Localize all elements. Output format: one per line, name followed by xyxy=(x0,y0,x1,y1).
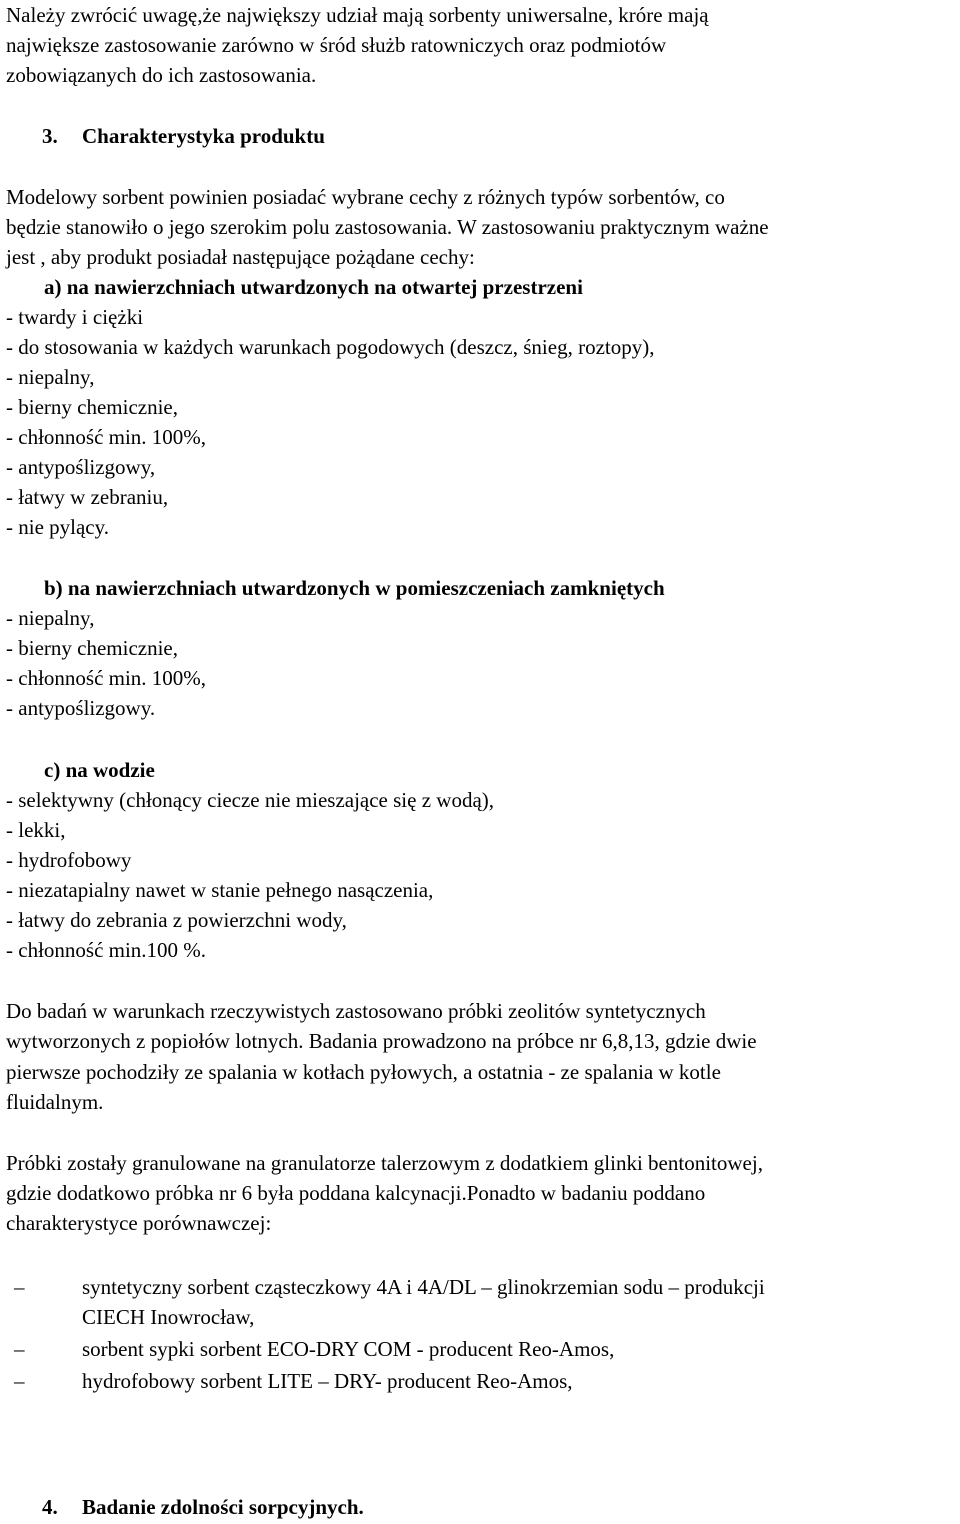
comparison-item xyxy=(0,1368,960,1398)
group-a-heading: a) na nawierzchniach utwardzonych na otwartej przestrzeni xyxy=(44,275,583,299)
comparison-item xyxy=(0,1336,960,1366)
section-title: Badanie zdolności sorpcyjnych. xyxy=(82,1495,364,1519)
list-item: - chłonność min. 100%, xyxy=(6,666,207,690)
dash-bullet: – xyxy=(14,1369,25,1393)
paragraph-line: fluidalnym. xyxy=(6,1090,104,1114)
comparison-item-text: sorbent sypki sorbent ECO-DRY COM - producent Reo-Amos, xyxy=(82,1337,615,1361)
paragraph-line: charakterystyce porównawczej: xyxy=(6,1211,272,1235)
section-number: 3. xyxy=(42,124,58,148)
list-item: - niezatapialny nawet w stanie pełnego nasączenia, xyxy=(6,878,434,902)
paragraph-line: wytworzonych z popiołów lotnych. Badania prowadzono na próbce nr 6,8,13, gdzie dwie xyxy=(6,1029,757,1053)
list-item: - antypoślizgowy. xyxy=(6,696,156,720)
paragraph-line: gdzie dodatkowo próbka nr 6 była poddana kalcynacji.Ponadto w badaniu poddano xyxy=(6,1181,706,1205)
list-item: - do stosowania w każdych warunkach pogodowych (deszcz, śnieg, roztopy), xyxy=(6,335,655,359)
list-item: - niepalny, xyxy=(6,365,95,389)
list-item: - bierny chemicznie, xyxy=(6,395,178,419)
intro-line: zobowiązanych do ich zastosowania. xyxy=(6,63,317,87)
list-item: - selektywny (chłonący ciecze nie mieszające się z wodą), xyxy=(6,788,495,812)
dash-bullet: – xyxy=(14,1275,25,1299)
group-c-heading: c) na wodzie xyxy=(44,758,155,782)
list-item: - łatwy w zebraniu, xyxy=(6,485,169,509)
list-item: - nie pylący. xyxy=(6,515,110,539)
list-item: - chłonność min. 100%, xyxy=(6,425,207,449)
paragraph-line: Do badań w warunkach rzeczywistych zastosowano próbki zeolitów syntetycznych xyxy=(6,999,706,1023)
comparison-item-text: CIECH Inowrocław, xyxy=(82,1305,255,1329)
list-item: - lekki, xyxy=(6,818,66,842)
section-title: Charakterystyka produktu xyxy=(82,124,325,148)
list-item: - hydrofobowy xyxy=(6,848,132,872)
paragraph-line: będzie stanowiło o jego szerokim polu zastosowania. W zastosowaniu praktycznym ważne xyxy=(6,215,769,239)
comparison-item-text: syntetyczny sorbent cząsteczkowy 4A i 4A/DL – glinokrzemian sodu – produkcji xyxy=(82,1275,765,1299)
comparison-item xyxy=(0,1274,960,1304)
section-number: 4. xyxy=(42,1495,58,1519)
list-item: - niepalny, xyxy=(6,606,95,630)
list-item: - bierny chemicznie, xyxy=(6,636,178,660)
intro-line: Należy zwrócić uwagę,że największy udział mają sorbenty uniwersalne, króre mają xyxy=(6,3,709,27)
dash-bullet: – xyxy=(14,1337,25,1361)
paragraph-line: pierwsze pochodziły ze spalania w kotłach pyłowych, a ostatnia - ze spalania w kotle xyxy=(6,1060,721,1084)
intro-line: największe zastosowanie zarówno w śród służb ratowniczych oraz podmiotów xyxy=(6,33,667,57)
list-item: - antypoślizgowy, xyxy=(6,455,156,479)
paragraph-line: jest , aby produkt posiadał następujące pożądane cechy: xyxy=(6,245,475,269)
group-b-heading: b) na nawierzchniach utwardzonych w pomieszczeniach zamkniętych xyxy=(44,576,665,600)
paragraph-line: Próbki zostały granulowane na granulatorze talerzowym z dodatkiem glinki bentonitowej, xyxy=(6,1151,763,1175)
list-item: - twardy i ciężki xyxy=(6,305,144,329)
comparison-item-text: hydrofobowy sorbent LITE – DRY- producent Reo-Amos, xyxy=(82,1369,573,1393)
list-item: - łatwy do zebrania z powierzchni wody, xyxy=(6,908,347,932)
list-item: - chłonność min.100 %. xyxy=(6,938,207,962)
paragraph-line: Modelowy sorbent powinien posiadać wybrane cechy z różnych typów sorbentów, co xyxy=(6,185,725,209)
